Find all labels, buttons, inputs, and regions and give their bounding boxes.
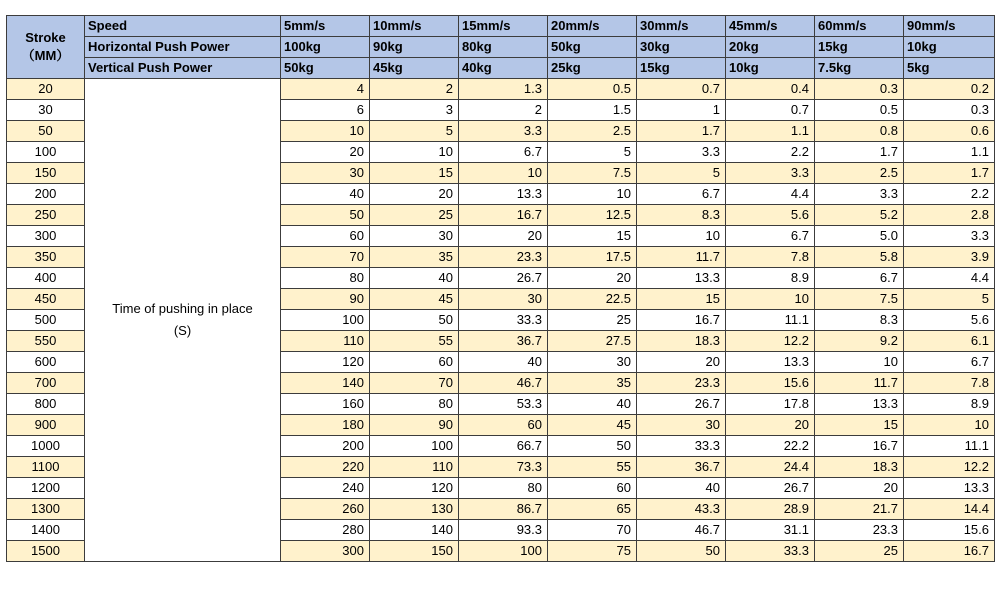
time-value-cell: 0.5 <box>548 79 637 100</box>
time-value-cell: 18.3 <box>637 331 726 352</box>
time-value-cell: 11.7 <box>815 373 904 394</box>
time-value-cell: 180 <box>281 415 370 436</box>
time-value-cell: 26.7 <box>459 268 548 289</box>
time-value-cell: 4.4 <box>904 268 995 289</box>
time-value-cell: 0.3 <box>904 100 995 121</box>
time-value-cell: 3 <box>370 100 459 121</box>
stroke-cell: 1300 <box>7 499 85 520</box>
horizontal-push-cell: 50kg <box>548 37 637 58</box>
time-value-cell: 6.7 <box>459 142 548 163</box>
time-value-cell: 12.2 <box>726 331 815 352</box>
time-value-cell: 5.8 <box>815 247 904 268</box>
time-value-cell: 35 <box>370 247 459 268</box>
time-value-cell: 23.3 <box>459 247 548 268</box>
time-value-cell: 15 <box>548 226 637 247</box>
time-value-cell: 110 <box>281 331 370 352</box>
time-value-cell: 50 <box>281 205 370 226</box>
time-value-cell: 33.3 <box>726 541 815 562</box>
time-value-cell: 20 <box>548 268 637 289</box>
time-value-cell: 25 <box>815 541 904 562</box>
time-value-cell: 240 <box>281 478 370 499</box>
stroke-cell: 30 <box>7 100 85 121</box>
time-value-cell: 70 <box>548 520 637 541</box>
time-value-cell: 60 <box>370 352 459 373</box>
time-label-line1: Time of pushing in place <box>112 301 253 316</box>
time-value-cell: 17.5 <box>548 247 637 268</box>
time-value-cell: 0.4 <box>726 79 815 100</box>
time-value-cell: 2 <box>370 79 459 100</box>
time-value-cell: 5 <box>637 163 726 184</box>
stroke-cell: 700 <box>7 373 85 394</box>
time-value-cell: 300 <box>281 541 370 562</box>
time-value-cell: 73.3 <box>459 457 548 478</box>
stroke-cell: 350 <box>7 247 85 268</box>
time-value-cell: 16.7 <box>637 310 726 331</box>
stroke-cell: 1200 <box>7 478 85 499</box>
time-value-cell: 30 <box>637 415 726 436</box>
time-value-cell: 1.1 <box>904 142 995 163</box>
time-value-cell: 100 <box>370 436 459 457</box>
stroke-cell: 300 <box>7 226 85 247</box>
time-value-cell: 30 <box>370 226 459 247</box>
time-value-cell: 35 <box>548 373 637 394</box>
time-value-cell: 10 <box>281 121 370 142</box>
time-value-cell: 0.5 <box>815 100 904 121</box>
vertical-push-cell: 40kg <box>459 58 548 79</box>
time-value-cell: 13.3 <box>726 352 815 373</box>
vertical-push-cell: 50kg <box>281 58 370 79</box>
time-value-cell: 3.3 <box>904 226 995 247</box>
time-value-cell: 24.4 <box>726 457 815 478</box>
time-value-cell: 10 <box>548 184 637 205</box>
header-row-speed <box>7 16 995 37</box>
time-value-cell: 16.7 <box>904 541 995 562</box>
time-value-cell: 16.7 <box>815 436 904 457</box>
time-value-cell: 36.7 <box>459 331 548 352</box>
time-value-cell: 3.3 <box>459 121 548 142</box>
vertical-push-cell: 5kg <box>904 58 995 79</box>
table-row <box>7 79 995 100</box>
time-value-cell: 21.7 <box>815 499 904 520</box>
time-value-cell: 80 <box>459 478 548 499</box>
stroke-cell: 20 <box>7 79 85 100</box>
time-value-cell: 25 <box>548 310 637 331</box>
time-value-cell: 12.5 <box>548 205 637 226</box>
time-value-cell: 45 <box>548 415 637 436</box>
time-value-cell: 7.5 <box>815 289 904 310</box>
time-value-cell: 15 <box>637 289 726 310</box>
time-value-cell: 220 <box>281 457 370 478</box>
stroke-cell: 100 <box>7 142 85 163</box>
time-value-cell: 6 <box>281 100 370 121</box>
time-label-line2: (S) <box>173 323 192 338</box>
time-value-cell: 90 <box>370 415 459 436</box>
time-value-cell: 55 <box>548 457 637 478</box>
time-value-cell: 40 <box>637 478 726 499</box>
speed-cell: 10mm/s <box>370 16 459 37</box>
time-value-cell: 31.1 <box>726 520 815 541</box>
stroke-cell: 250 <box>7 205 85 226</box>
stroke-header-unit: （MM） <box>21 48 70 63</box>
time-value-cell: 90 <box>281 289 370 310</box>
speed-cell: 30mm/s <box>637 16 726 37</box>
time-value-cell: 28.9 <box>726 499 815 520</box>
time-value-cell: 40 <box>370 268 459 289</box>
time-value-cell: 10 <box>726 289 815 310</box>
time-value-cell: 55 <box>370 331 459 352</box>
speed-cell: 5mm/s <box>281 16 370 37</box>
time-value-cell: 6.7 <box>726 226 815 247</box>
stroke-cell: 400 <box>7 268 85 289</box>
time-value-cell: 1.1 <box>726 121 815 142</box>
time-value-cell: 0.7 <box>637 79 726 100</box>
time-value-cell: 3.3 <box>726 163 815 184</box>
time-value-cell: 2.5 <box>548 121 637 142</box>
time-value-cell: 15.6 <box>904 520 995 541</box>
time-value-cell: 7.8 <box>904 373 995 394</box>
time-value-cell: 10 <box>370 142 459 163</box>
time-to-position-label <box>85 79 281 562</box>
time-value-cell: 50 <box>370 310 459 331</box>
time-value-cell: 80 <box>370 394 459 415</box>
stroke-cell: 500 <box>7 310 85 331</box>
time-value-cell: 60 <box>281 226 370 247</box>
time-value-cell: 60 <box>548 478 637 499</box>
stroke-cell: 1100 <box>7 457 85 478</box>
stroke-cell: 450 <box>7 289 85 310</box>
time-value-cell: 1.5 <box>548 100 637 121</box>
time-value-cell: 8.3 <box>815 310 904 331</box>
time-value-cell: 1.3 <box>459 79 548 100</box>
time-value-cell: 16.7 <box>459 205 548 226</box>
time-value-cell: 2.2 <box>726 142 815 163</box>
time-value-cell: 160 <box>281 394 370 415</box>
time-value-cell: 66.7 <box>459 436 548 457</box>
time-value-cell: 6.7 <box>815 268 904 289</box>
time-value-cell: 6.7 <box>904 352 995 373</box>
time-value-cell: 15 <box>815 415 904 436</box>
speed-cell: 20mm/s <box>548 16 637 37</box>
time-value-cell: 10 <box>904 415 995 436</box>
time-value-cell: 12.2 <box>904 457 995 478</box>
vertical-push-cell: 25kg <box>548 58 637 79</box>
stroke-header <box>7 16 85 79</box>
time-value-cell: 7.5 <box>548 163 637 184</box>
time-value-cell: 0.7 <box>726 100 815 121</box>
time-value-cell: 45 <box>370 289 459 310</box>
time-value-cell: 2.5 <box>815 163 904 184</box>
time-value-cell: 10 <box>637 226 726 247</box>
time-value-cell: 80 <box>281 268 370 289</box>
stroke-speed-table <box>6 15 995 562</box>
time-value-cell: 130 <box>370 499 459 520</box>
stroke-cell: 600 <box>7 352 85 373</box>
time-value-cell: 100 <box>281 310 370 331</box>
vertical-push-cell: 10kg <box>726 58 815 79</box>
vertical-push-cell: 15kg <box>637 58 726 79</box>
time-value-cell: 6.7 <box>637 184 726 205</box>
time-value-cell: 280 <box>281 520 370 541</box>
time-value-cell: 15 <box>370 163 459 184</box>
speed-cell: 90mm/s <box>904 16 995 37</box>
stroke-cell: 1400 <box>7 520 85 541</box>
horizontal-push-cell: 80kg <box>459 37 548 58</box>
time-value-cell: 26.7 <box>637 394 726 415</box>
time-value-cell: 14.4 <box>904 499 995 520</box>
time-value-cell: 46.7 <box>637 520 726 541</box>
time-value-cell: 0.2 <box>904 79 995 100</box>
time-value-cell: 18.3 <box>815 457 904 478</box>
time-value-cell: 200 <box>281 436 370 457</box>
time-value-cell: 150 <box>370 541 459 562</box>
time-value-cell: 1.7 <box>904 163 995 184</box>
time-value-cell: 65 <box>548 499 637 520</box>
stroke-cell: 200 <box>7 184 85 205</box>
time-value-cell: 23.3 <box>815 520 904 541</box>
time-value-cell: 10 <box>815 352 904 373</box>
time-value-cell: 140 <box>281 373 370 394</box>
time-value-cell: 11.1 <box>904 436 995 457</box>
vertical-push-label: Vertical Push Power <box>85 58 281 79</box>
horizontal-push-cell: 30kg <box>637 37 726 58</box>
time-value-cell: 27.5 <box>548 331 637 352</box>
horizontal-push-cell: 10kg <box>904 37 995 58</box>
time-value-cell: 86.7 <box>459 499 548 520</box>
time-value-cell: 2.8 <box>904 205 995 226</box>
time-value-cell: 1.7 <box>815 142 904 163</box>
time-value-cell: 5 <box>904 289 995 310</box>
time-value-cell: 40 <box>548 394 637 415</box>
stroke-cell: 900 <box>7 415 85 436</box>
time-value-cell: 36.7 <box>637 457 726 478</box>
time-value-cell: 5.0 <box>815 226 904 247</box>
time-value-cell: 100 <box>459 541 548 562</box>
time-value-cell: 8.3 <box>637 205 726 226</box>
time-value-cell: 0.6 <box>904 121 995 142</box>
time-value-cell: 33.3 <box>459 310 548 331</box>
time-value-cell: 50 <box>637 541 726 562</box>
time-value-cell: 5.6 <box>904 310 995 331</box>
time-value-cell: 260 <box>281 499 370 520</box>
time-value-cell: 23.3 <box>637 373 726 394</box>
time-value-cell: 7.8 <box>726 247 815 268</box>
time-value-cell: 5.6 <box>726 205 815 226</box>
time-value-cell: 3.3 <box>637 142 726 163</box>
horizontal-push-label: Horizontal Push Power <box>85 37 281 58</box>
time-value-cell: 20 <box>815 478 904 499</box>
time-value-cell: 13.3 <box>459 184 548 205</box>
time-value-cell: 2.2 <box>904 184 995 205</box>
time-value-cell: 0.3 <box>815 79 904 100</box>
horizontal-push-cell: 90kg <box>370 37 459 58</box>
time-value-cell: 22.2 <box>726 436 815 457</box>
time-value-cell: 8.9 <box>726 268 815 289</box>
time-value-cell: 33.3 <box>637 436 726 457</box>
time-value-cell: 110 <box>370 457 459 478</box>
time-value-cell: 140 <box>370 520 459 541</box>
time-value-cell: 3.3 <box>815 184 904 205</box>
time-value-cell: 17.8 <box>726 394 815 415</box>
speed-cell: 15mm/s <box>459 16 548 37</box>
speed-cell: 60mm/s <box>815 16 904 37</box>
stroke-cell: 550 <box>7 331 85 352</box>
time-value-cell: 13.3 <box>904 478 995 499</box>
vertical-push-cell: 45kg <box>370 58 459 79</box>
time-value-cell: 30 <box>281 163 370 184</box>
stroke-cell: 800 <box>7 394 85 415</box>
time-value-cell: 53.3 <box>459 394 548 415</box>
time-value-cell: 4.4 <box>726 184 815 205</box>
horizontal-push-cell: 15kg <box>815 37 904 58</box>
time-value-cell: 70 <box>281 247 370 268</box>
time-value-cell: 5 <box>548 142 637 163</box>
time-value-cell: 2 <box>459 100 548 121</box>
time-value-cell: 11.7 <box>637 247 726 268</box>
speed-label: Speed <box>85 16 281 37</box>
vertical-push-cell: 7.5kg <box>815 58 904 79</box>
horizontal-push-cell: 100kg <box>281 37 370 58</box>
time-value-cell: 1.7 <box>637 121 726 142</box>
horizontal-push-cell: 20kg <box>726 37 815 58</box>
time-value-cell: 13.3 <box>637 268 726 289</box>
time-value-cell: 13.3 <box>815 394 904 415</box>
time-value-cell: 15.6 <box>726 373 815 394</box>
stroke-cell: 150 <box>7 163 85 184</box>
time-value-cell: 93.3 <box>459 520 548 541</box>
header-row-vertical <box>7 58 995 79</box>
time-value-cell: 11.1 <box>726 310 815 331</box>
time-value-cell: 120 <box>370 478 459 499</box>
time-value-cell: 46.7 <box>459 373 548 394</box>
time-value-cell: 30 <box>459 289 548 310</box>
time-value-cell: 60 <box>459 415 548 436</box>
time-value-cell: 8.9 <box>904 394 995 415</box>
time-value-cell: 4 <box>281 79 370 100</box>
time-value-cell: 20 <box>726 415 815 436</box>
time-value-cell: 43.3 <box>637 499 726 520</box>
stroke-cell: 50 <box>7 121 85 142</box>
header-row-horizontal <box>7 37 995 58</box>
time-value-cell: 6.1 <box>904 331 995 352</box>
time-value-cell: 30 <box>548 352 637 373</box>
time-value-cell: 9.2 <box>815 331 904 352</box>
time-value-cell: 22.5 <box>548 289 637 310</box>
time-value-cell: 20 <box>370 184 459 205</box>
stroke-cell: 1000 <box>7 436 85 457</box>
time-value-cell: 120 <box>281 352 370 373</box>
time-value-cell: 5 <box>370 121 459 142</box>
time-value-cell: 20 <box>281 142 370 163</box>
speed-cell: 45mm/s <box>726 16 815 37</box>
time-value-cell: 50 <box>548 436 637 457</box>
time-value-cell: 10 <box>459 163 548 184</box>
time-value-cell: 75 <box>548 541 637 562</box>
time-value-cell: 1 <box>637 100 726 121</box>
stroke-cell: 1500 <box>7 541 85 562</box>
time-value-cell: 5.2 <box>815 205 904 226</box>
time-value-cell: 40 <box>459 352 548 373</box>
stroke-header-label: Stroke <box>25 30 66 45</box>
time-value-cell: 25 <box>370 205 459 226</box>
time-value-cell: 3.9 <box>904 247 995 268</box>
time-value-cell: 70 <box>370 373 459 394</box>
time-value-cell: 40 <box>281 184 370 205</box>
time-value-cell: 20 <box>637 352 726 373</box>
time-value-cell: 20 <box>459 226 548 247</box>
time-value-cell: 0.8 <box>815 121 904 142</box>
time-value-cell: 26.7 <box>726 478 815 499</box>
